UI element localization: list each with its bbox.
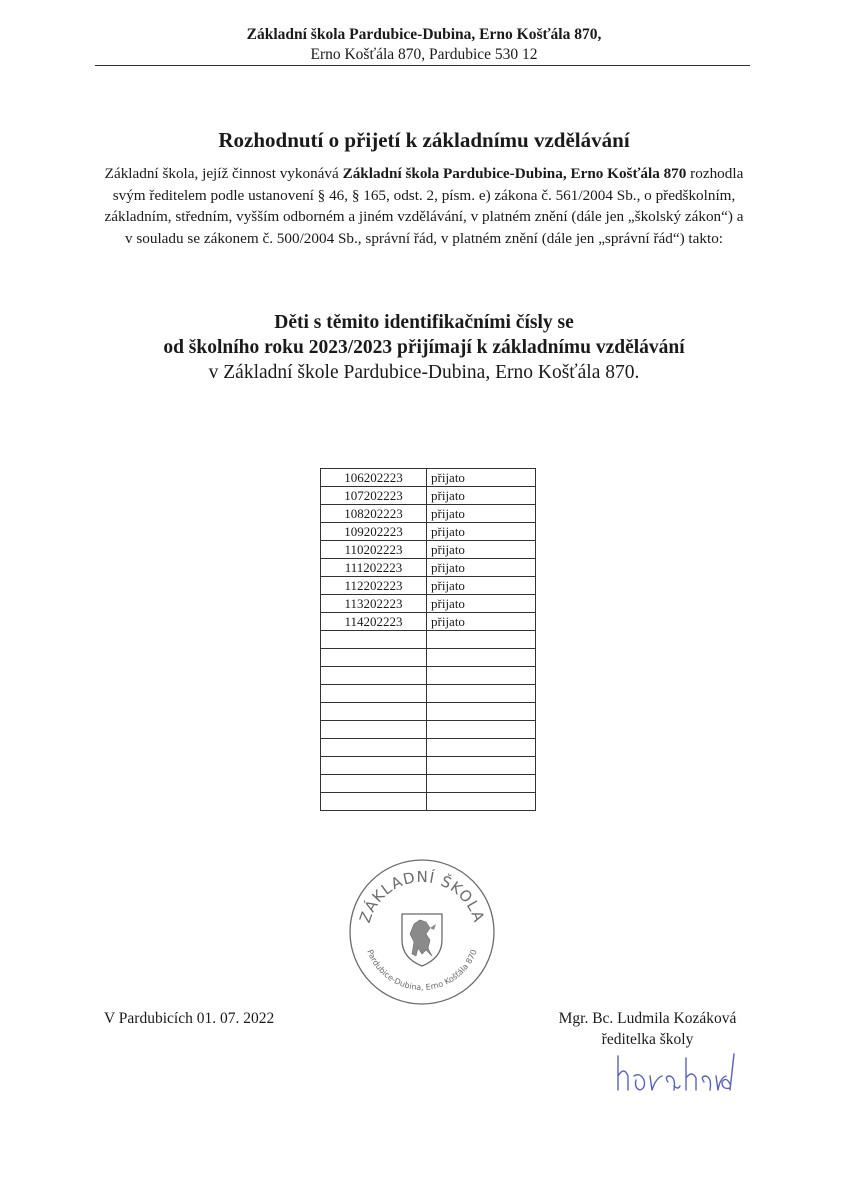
child-id-cell: 112202223 [321,577,427,595]
admission-status-cell [427,631,536,649]
place-and-date: V Pardubicích 01. 07. 2022 [104,1010,275,1027]
child-id-cell [321,775,427,793]
decision-line-1: Děti s těmito identifikačními čísly se [274,312,574,333]
child-id-cell: 110202223 [321,541,427,559]
admission-status-cell [427,649,536,667]
admission-status-cell [427,703,536,721]
handwritten-signature [610,1046,740,1102]
child-id-cell: 113202223 [321,595,427,613]
admission-status-cell: přijato [427,469,536,487]
child-id-cell [321,703,427,721]
admission-table [320,468,536,811]
table-row [321,595,536,613]
child-id-cell [321,667,427,685]
child-id-cell [321,649,427,667]
admission-status-cell: přijato [427,559,536,577]
admission-status-cell [427,775,536,793]
table-row [321,793,536,811]
table-row [321,631,536,649]
decision-line-2: od školního roku 2023/2023 přijímají k základnímu vzdělávání [163,337,685,358]
intro-school-name: Základní škola Pardubice-Dubina, Erno Košťála 870 [342,165,687,182]
signer-name: Mgr. Bc. Ludmila Kozáková [558,1010,737,1027]
child-id-cell: 108202223 [321,505,427,523]
admission-table-body [321,469,536,811]
stamp-bottom-text: Pardubice-Dubina, Erno Košťála 870 [365,948,479,993]
intro-text-1: Základní škola, jejíž činnost vykonává [104,165,343,182]
decision-line-3: v Základní škole Pardubice-Dubina, Erno Košťála 870. [208,362,640,383]
admission-status-cell: přijato [427,577,536,595]
table-row [321,757,536,775]
table-row [321,721,536,739]
child-id-cell [321,631,427,649]
table-row [321,703,536,721]
table-row [321,505,536,523]
school-stamp [348,858,496,1006]
intro-paragraph [100,163,748,249]
svg-text:Pardubice-Dubina, Erno Košťála [365,948,479,992]
admission-status-cell: přijato [427,541,536,559]
table-row [321,685,536,703]
table-row [321,487,536,505]
coat-of-arms-icon [402,914,442,966]
school-header-name: Základní škola Pardubice-Dubina, Erno Košťála 870, [246,26,602,43]
child-id-cell [321,685,427,703]
child-id-cell: 107202223 [321,487,427,505]
table-row [321,469,536,487]
child-id-cell [321,721,427,739]
table-row [321,577,536,595]
admission-status-cell: přijato [427,523,536,541]
table-row [321,541,536,559]
child-id-cell: 111202223 [321,559,427,577]
admission-status-cell [427,667,536,685]
child-id-cell: 106202223 [321,469,427,487]
table-row [321,523,536,541]
table-row [321,613,536,631]
admission-status-cell [427,721,536,739]
child-id-cell [321,739,427,757]
school-header-address: Erno Košťála 870, Pardubice 530 12 [310,46,538,63]
admission-status-cell [427,793,536,811]
table-row [321,775,536,793]
admission-status-cell [427,685,536,703]
admission-status-cell: přijato [427,487,536,505]
stamp-top-text: ZÁKLADNÍ ŠKOLA [355,867,489,926]
table-row [321,559,536,577]
child-id-cell [321,793,427,811]
admission-status-cell [427,757,536,775]
admission-status-cell: přijato [427,505,536,523]
signer-block [520,1008,775,1050]
table-row [321,739,536,757]
decision-statement [0,310,848,385]
header-divider [95,65,750,66]
signer-role: ředitelka školy [601,1031,694,1048]
child-id-cell: 109202223 [321,523,427,541]
intro-text-2: rozhodla svým ředitelem podle ustanovení § 46, § 165, odst. 2, písm. e) zákona č. 561/2004 Sb., o předškolním, základním, středním, vyšším odborném a jiném vzdělávání, v platném znění (dále jen „školský zákon“) a v souladu se zákonem č. 500/2004 Sb., správní řád, v platném znění (dále jen „správní řád“) takto: [104,165,744,247]
admission-status-cell: přijato [427,595,536,613]
child-id-cell [321,757,427,775]
admission-status-cell [427,739,536,757]
admission-status-cell: přijato [427,613,536,631]
table-row [321,667,536,685]
document-title: Rozhodnutí o přijetí k základnímu vzdělávání [218,128,630,152]
table-row [321,649,536,667]
child-id-cell: 114202223 [321,613,427,631]
